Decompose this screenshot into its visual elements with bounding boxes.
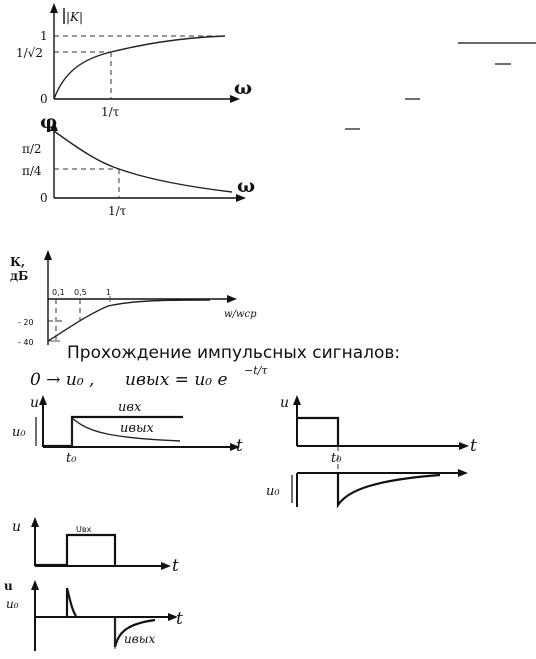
db-curve <box>48 300 210 341</box>
input-y-arrowhead <box>293 395 301 405</box>
tick-label-minus20: - 20 <box>18 318 34 327</box>
normalized-frequency-label: w/wср <box>224 309 257 320</box>
x-axis-arrowhead <box>227 295 237 303</box>
output-signal-label: uвых <box>124 632 156 646</box>
u0-label: u₀ <box>266 484 280 499</box>
magnitude-curve <box>54 36 225 99</box>
y-axis-arrowhead <box>39 395 47 405</box>
tick-label-minus40: - 40 <box>18 338 34 347</box>
cutoff-tick-label: 1/τ <box>108 204 127 218</box>
origin-label: 0 <box>40 191 48 205</box>
db-axis-label-unit: дБ <box>10 269 29 283</box>
origin-label: 0 <box>40 92 48 106</box>
fig-pulse-input <box>12 517 179 576</box>
t0-label: t₀ <box>331 451 342 466</box>
magnitude-axis-label: |K| <box>66 10 84 24</box>
t0-label: t₀ <box>66 451 77 466</box>
input-signal-label: uвх <box>118 400 142 415</box>
t-axis-label: t <box>176 609 183 629</box>
output-signal-label: uвых <box>120 421 154 436</box>
y-axis-arrowhead <box>31 517 39 527</box>
tick-label-pi-half: π/2 <box>22 142 42 156</box>
tick-label-inv-sqrt2: 1/√2 <box>16 46 43 60</box>
tick-label-pi-quarter: π/4 <box>22 164 42 178</box>
t-axis-label: t <box>172 556 179 576</box>
t-axis-label: t <box>470 436 477 456</box>
formula-exponent: −t/τ <box>244 364 268 377</box>
fig-db-response <box>10 250 257 347</box>
phase-curve <box>54 131 232 192</box>
input-step-down <box>297 418 338 446</box>
phase-axis-label: φ <box>40 111 58 133</box>
fig-phase-response <box>22 111 255 218</box>
fig-magnitude-response <box>16 3 252 119</box>
fig-step-response <box>12 395 243 466</box>
tick-label-0-5: 0,5 <box>74 288 87 297</box>
input-step <box>43 417 183 446</box>
input-signal-label: Uвх <box>76 525 92 534</box>
cutoff-tick-label: 1/τ <box>101 105 120 119</box>
omega-axis-label: ω <box>237 175 256 197</box>
output-x-arrowhead <box>458 469 468 477</box>
formula-initial-jump: 0 → u₀ , <box>30 370 95 390</box>
u-axis-label: u <box>4 579 13 593</box>
fig-pulse-output <box>4 579 183 651</box>
tick-label-0-1: 0,1 <box>52 288 65 297</box>
u0-label: u₀ <box>12 425 26 440</box>
fig-step-down-response <box>266 395 477 507</box>
omega-axis-label: ω <box>234 77 253 99</box>
output-negative-spike <box>338 473 440 505</box>
formula-output: uвых = u₀ e <box>125 370 228 390</box>
u0-label: u₀ <box>6 597 19 611</box>
tick-label-one: 1 <box>40 29 48 43</box>
section-title: Прохождение импульсных сигналов: <box>67 343 401 363</box>
u-axis-label: u <box>12 519 22 535</box>
x-axis-arrowhead <box>161 562 171 570</box>
tick-label-1: 1 <box>106 288 112 297</box>
y-axis-arrowhead <box>31 580 39 590</box>
db-axis-label-k: К, <box>10 255 26 269</box>
t-axis-label: t <box>236 436 243 456</box>
y-axis-arrowhead <box>50 3 58 13</box>
positive-spike <box>67 588 76 617</box>
input-x-arrowhead <box>459 442 469 450</box>
pulse-shape <box>35 535 115 565</box>
u-axis-label: u <box>30 395 40 411</box>
faint-formula-fragments <box>345 43 536 129</box>
decay-formula <box>30 364 268 390</box>
u-axis-label: u <box>280 395 290 411</box>
y-axis-arrowhead <box>44 250 52 260</box>
